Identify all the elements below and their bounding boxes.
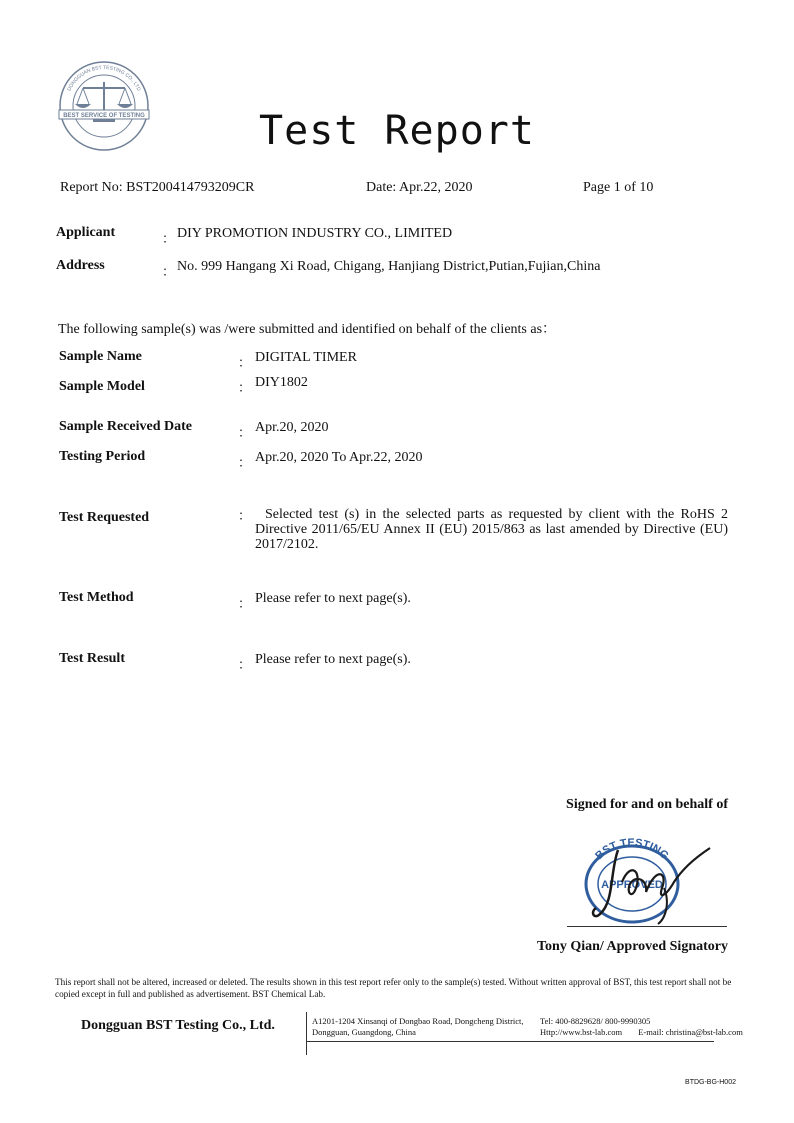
footer-address-line2: Dongguan, Guangdong, China [312,1027,416,1037]
test-requested-label: Test Requested [59,510,150,525]
sample-model-colon: ： [238,380,252,395]
report-number: Report No: BST200414793209CR [60,180,255,195]
footer-address-line1: A1201-1204 Xinsanqi of Dongbao Road, Dongcheng District, [312,1016,524,1026]
address-label: Address [56,258,105,273]
test-method-label: Test Method [59,590,134,605]
sample-model-value: DIY1802 [255,375,308,390]
test-result-value: Please refer to next page(s). [255,652,411,667]
test-method-colon: ： [238,596,252,611]
page-number: Page 1 of 10 [583,180,654,195]
svg-text:BEST SERVICE OF TESTING: BEST SERVICE OF TESTING [63,113,145,119]
received-date-value: Apr.20, 2020 [255,420,329,435]
footer-email-link[interactable]: E-mail: christina@bst-lab.com [638,1027,743,1037]
approval-stamp-icon [570,822,720,932]
applicant-value: DIY PROMOTION INDUSTRY CO., LIMITED [177,226,453,241]
address-colon: ： [162,264,176,279]
document-id: BTDG-BG-H002 [685,1079,736,1086]
page-title: Test Report [259,108,535,154]
received-date-label: Sample Received Date [59,419,192,434]
test-result-label: Test Result [59,651,125,666]
sample-name-colon: ： [238,355,252,370]
svg-text:BST TESTING: BST TESTING [593,836,671,863]
test-requested-colon: ： [238,508,252,523]
svg-text:DONGGUAN BST TESTING CO., LTD: DONGGUAN BST TESTING CO., LTD [66,64,142,93]
testing-period-colon: ： [238,455,252,470]
testing-period-value: Apr.20, 2020 To Apr.22, 2020 [255,450,423,465]
signature-line [567,926,727,927]
footer-website-link[interactable]: Http://www.bst-lab.com [540,1027,623,1037]
sample-model-label: Sample Model [59,379,145,394]
sample-name-value: DIGITAL TIMER [255,350,357,365]
footer-divider-vertical [306,1012,307,1055]
footer-tel: Tel: 400-8829628/ 800-9990305 [540,1016,651,1026]
disclaimer-text: This report shall not be altered, increased or deleted. The results shown in this test report refer only to the sample(s) tested. Without written approval of BST, this test report shall not be copied except in full and published as advertisement. BST Chemical Lab. [55,977,732,999]
footer-contact [540,1016,743,1038]
intro-text: The following sample(s) was /were submitted and identified on behalf of the clients as： [58,322,557,337]
sample-name-label: Sample Name [59,349,142,364]
applicant-label: Applicant [56,225,116,240]
signed-for-text: Signed for and on behalf of [566,797,728,812]
test-result-colon: ： [238,657,252,672]
footer-divider-horizontal [306,1041,714,1042]
address-value: No. 999 Hangang Xi Road, Chigang, Hanjiang District,Putian,Fujian,China [177,259,601,274]
signatory-name: Tony Qian/ Approved Signatory [536,939,728,954]
footer-address [312,1016,524,1038]
applicant-colon: ： [162,231,176,246]
received-date-colon: ： [238,425,252,440]
test-method-value: Please refer to next page(s). [255,591,411,606]
svg-text:APPROVED: APPROVED [601,879,663,891]
signature-stamp [570,822,720,932]
testing-period-label: Testing Period [59,449,146,464]
test-requested-value: Selected test (s) in the selected parts as requested by client with the RoHS 2 Directive 2011/65/EU Annex II (EU) 2015/863 as last amended by Directive (EU) 2017/2102. [255,507,728,552]
footer-company-name: Dongguan BST Testing Co., Ltd. [81,1018,275,1033]
report-date: Date: Apr.22, 2020 [366,180,473,195]
